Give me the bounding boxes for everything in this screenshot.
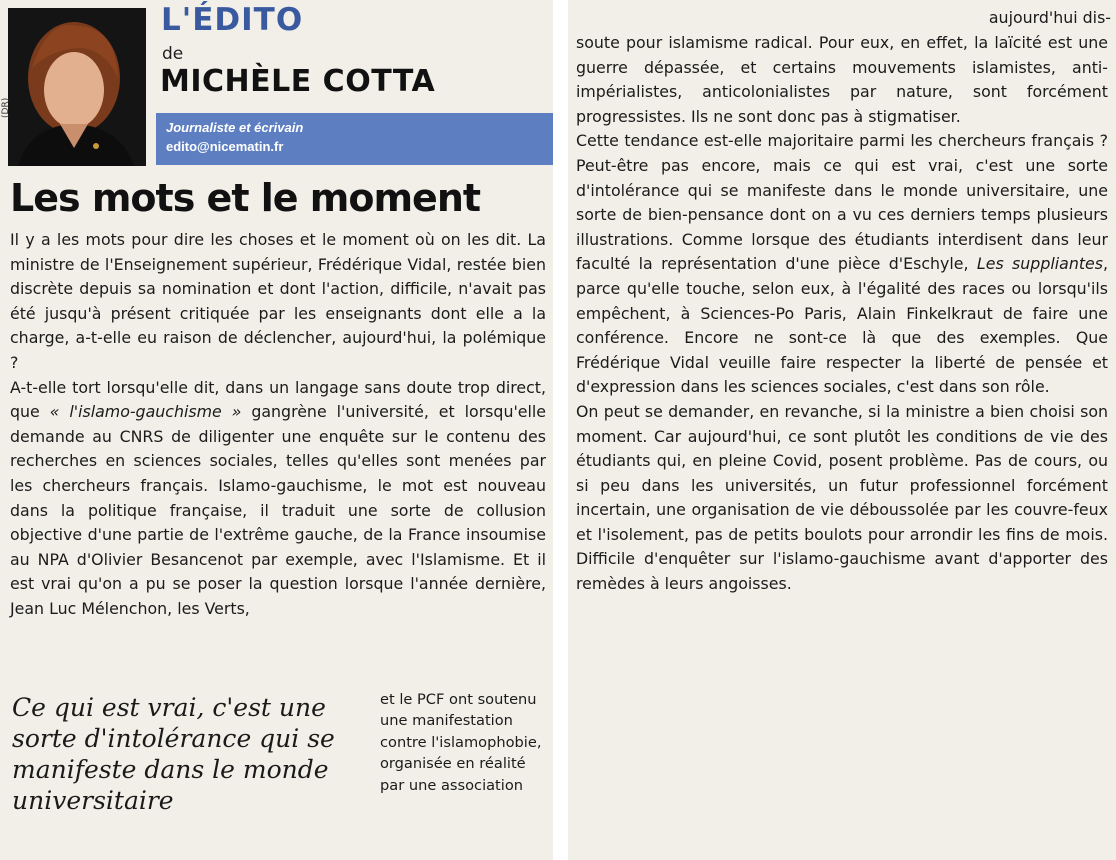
author-email: edito@nicematin.fr bbox=[166, 139, 284, 154]
author-role: Journaliste et écrivain bbox=[166, 120, 304, 135]
photo-credit: (DR) bbox=[1, 97, 11, 118]
paragraph: Cette tendance est-elle majoritaire parmi les chercheurs français ? Peut-être pas encore, mais ce qui est vrai, c'est une sorte d'intolérance qui se manifeste dans le monde universitaire, une sorte de bien-pensance dont on a vu ces derniers temps plusieurs illustrations. Comme lorsque des étudiants interdisent dans leur faculté la représentation d'une pièce d'Eschyle, Les suppliantes, parce qu'elle touche, selon eux, à l'égalité des races ou lorsqu'ils empêchent, à Sciences-Po Paris, Alain Finkelkraut de faire une conférence. Encore ne sont-ce là que des exemples. Que Frédérique Vidal veuille faire respecter la liberté de pensée et d'expression dans les sciences sociales, c'est dans son rôle. bbox=[576, 131, 1109, 397]
right-column bbox=[568, 0, 1116, 860]
paragraph: Il y a les mots pour dire les choses et le moment où on les dit. La ministre de l'Enseignement supérieur, Frédérique Vidal, restée bien discrète depuis sa nomination et dont l'action, difficile, n'avait pas été jusqu'à présent critiquée par les enseignants dont elle a la charge, a-t-elle eu raison de déclencher, aujourd'hui, la polémique ? bbox=[10, 230, 546, 372]
author-name: MICHÈLE COTTA bbox=[160, 64, 436, 99]
paragraph: A-t-elle tort lorsqu'elle dit, dans un langage sans doute trop direct, que « l'islamo-gauchisme » gangrène l'université, et lorsqu'elle demande au CNRS de diligenter une enquête sur le contenu des recherches en sciences sociales, telles qu'elles sont menées par les chercheurs français. Islamo-gauchisme, le mot est nouveau dans la politique française, il traduit une sorte de collusion objective d'une partie de l'extrême gauche, de la France insoumise au NPA d'Olivier Besancenot par exemple, avec l'Islamisme. Et il est vrai qu'on a pu se poser la question lorsque l'année dernière, Jean Luc Mélenchon, les Verts, bbox=[10, 377, 547, 618]
continued-text: et le PCF ont soutenu une manifestation contre l'islamophobie, organisée en réalité par une association bbox=[380, 691, 542, 794]
continued-line: aujourd'hui dis- bbox=[988, 8, 1111, 27]
section-title: L'ÉDITO bbox=[161, 2, 304, 38]
paragraph: soute pour islamisme radical. Pour eux, en effet, la laïcité est une guerre dépassée, et certains mouvements islamistes, anti-impérialistes, anticolonialistes par nature, sont forcément progressistes. Ils ne sont donc pas à stigmatiser. bbox=[576, 33, 1108, 126]
pull-quote: Ce qui est vrai, c'est une sorte d'intolérance qui se manifeste dans le monde universitaire bbox=[12, 693, 335, 815]
article-body-right bbox=[576, 31, 1108, 597]
emphasis: Les suppliantes bbox=[976, 254, 1103, 274]
left-column bbox=[0, 0, 553, 860]
byline-prefix: de bbox=[162, 44, 184, 64]
emphasis: « l'islamo-gauchisme » bbox=[49, 402, 242, 422]
paragraph: On peut se demander, en revanche, si la ministre a bien choisi son moment. Car aujourd'hui, ce sont plutôt les conditions de vie des étudiants qui, en pleine Covid, posent problème. Pas de cours, ou si peu dans les universités, un futur professionnel forcément incertain, une organisation de vie déboussolée par les couvre-feux et l'isolement, pas de petits boulots pour arrondir les fins de mois. Difficile d'enquêter sur l'islamo-gauchisme avant d'apporter des remèdes à leurs angoisses. bbox=[576, 401, 1108, 594]
author-info-bar bbox=[156, 113, 553, 165]
article-body-left bbox=[10, 228, 546, 622]
headline: Les mots et le moment bbox=[10, 176, 481, 220]
author-photo bbox=[8, 8, 146, 166]
